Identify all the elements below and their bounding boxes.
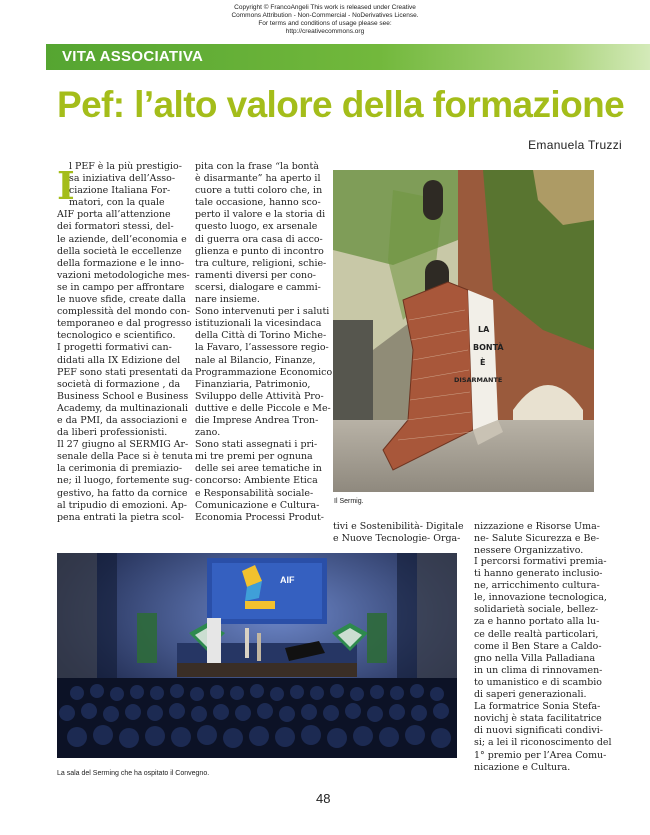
sermig-photo: [333, 170, 594, 492]
column-1-line: al tripudio di emozioni. Ap-: [57, 499, 187, 511]
column-1-line: Business School e Business: [57, 390, 189, 402]
column-2-line: Sviluppo delle Attività Pro-: [195, 390, 324, 402]
column-3-line: si; a lei il riconoscimento del: [474, 737, 612, 749]
license-link[interactable]: http://creativecommons.org: [285, 28, 365, 35]
hall-caption: La sala del Serming che ha ospitato il Convegno.: [57, 770, 210, 777]
column-1-line: complessità del mondo con-: [57, 306, 190, 318]
article-title: Pef: l’alto valore della formazione: [57, 84, 625, 125]
column-1-line: società di formazione , da: [57, 378, 181, 390]
text-run-org-3: nessere Organizzativo.: [474, 545, 584, 556]
text-column-2: [195, 161, 333, 524]
column-2-line: mi tre premi per ognuna: [195, 451, 313, 463]
column-1-line: le nuove sfide, create dalla: [57, 294, 186, 306]
column-1-line: didati alla IX Edizione del: [57, 354, 181, 366]
license-line-1: Copyright © FrancoAngeli This work is released under Creative: [234, 4, 416, 11]
column-1-line: AIF porta all’attenzione: [57, 209, 171, 221]
column-1-line: temporaneo e dal progresso: [57, 318, 192, 330]
drop-cap: I: [57, 163, 75, 208]
column-1-line: senale della Pace si è tenuta: [57, 451, 193, 463]
text-run-nuove: e Nuove Tecnologie- Orga-: [333, 533, 461, 544]
column-3-line: I percorsi formativi premia-: [474, 556, 607, 567]
section-header-bar: [46, 44, 650, 70]
column-2-line: ramenti diversi per cono-: [195, 269, 316, 281]
column-3-line: za e hanno portato alla lu-: [474, 616, 600, 628]
column-2-line: pita con la frase “la bontà: [195, 161, 319, 172]
column-1-line: pena entrati la pietra scol-: [57, 511, 184, 523]
column-1-line: da liberi professionisti.: [57, 427, 168, 439]
license-line-3: For terms and conditions of usage please see:: [258, 20, 392, 27]
column-2-line: nare insieme.: [195, 294, 260, 306]
column-3-line: nicazione e Cultura.: [474, 761, 571, 773]
column-2-line: cuore a tutti coloro che, in: [195, 185, 323, 197]
column-2-line: tale occasione, hanno sco-: [195, 197, 321, 209]
text-run-org-2: ne- Salute Sicurezza e Be-: [474, 533, 600, 544]
sermig-photo-illustration: [333, 170, 594, 492]
column-1-line: e da PMI, da associazioni e: [57, 414, 187, 426]
text-column-1: [57, 161, 193, 524]
column-1-line: ne; il luogo, fortemente sug-: [57, 475, 193, 487]
column-2-line: istituzionali la vicesindaca: [195, 318, 322, 330]
column-3-line: La formatrice Sonia Stefa-: [474, 701, 601, 713]
conference-hall-photo: [57, 553, 457, 758]
column-1-line: della formazione e le inno-: [57, 257, 185, 269]
sculpture-text-1: LA: [478, 325, 490, 334]
column-3-line: gno nella Villa Palladiana: [474, 652, 596, 664]
column-1-line: l PEF è la più prestigio-: [69, 161, 182, 172]
column-1-line: PEF sono stati presentati da: [57, 366, 193, 378]
column-1-line: ciazione Italiana For-: [69, 185, 171, 197]
column-2-line: Finanziaria, Patrimonio,: [195, 378, 311, 390]
sculpture-text-3: È: [480, 358, 486, 367]
column-1-line: Academy, da multinazionali: [57, 402, 189, 414]
article-author: Emanuela Truzzi: [528, 138, 622, 152]
sculpture-text-4: DISARMANTE: [454, 376, 503, 384]
column-2-line: questo luogo, ex arsenale: [195, 221, 318, 233]
license-line-2: Commons Attribution - Non-Commercial - NoDerivatives License.: [231, 12, 419, 19]
column-3-line: in un clima di rinnovamen-: [474, 664, 603, 676]
column-3-line: ce delle realtà particolari,: [474, 628, 599, 640]
column-3-line: novichj è stata facilitatrice: [474, 713, 602, 725]
column-2-line: nale al Bilancio, Finanze,: [195, 354, 316, 366]
column-2-line: perto il valore e la storia di: [195, 209, 326, 221]
column-3-line: le, innovazione tecnologica,: [474, 592, 607, 604]
sermig-caption: Il Sermig.: [334, 498, 364, 505]
text-run-tivi: tivi e Sostenibilità- Digitale: [333, 521, 464, 532]
column-2-line: di guerra ora casa di acco-: [195, 233, 323, 245]
text-run-org-1: nizzazione e Risorse Uma-: [474, 521, 600, 532]
column-2-line: Programmazione Economico: [195, 366, 333, 378]
license-notice: [205, 4, 445, 36]
conference-hall-illustration: [57, 553, 457, 758]
column-2-line: delle sei aree tematiche in: [195, 463, 322, 475]
column-3-line: to umanistico e di scambio: [474, 676, 602, 688]
column-2-line: è disarmante” ha aperto il: [195, 173, 321, 185]
column-1-line: dei formatori stessi, del-: [57, 221, 174, 233]
column-1-line: la cerimonia di premiazio-: [57, 463, 183, 475]
column-1-line: vazioni metodologiche mes-: [57, 269, 190, 281]
column-1-line: della società le eccellenze: [57, 245, 182, 257]
column-3-line: di saperi generazionali.: [474, 689, 587, 701]
column-1-line: le aziende, dell’economia e: [57, 233, 187, 245]
column-1-line: sa iniziativa dell’Asso-: [69, 173, 176, 185]
column-2-line: Comunicazione e Cultura-: [195, 499, 320, 511]
column-2-line: la Favaro, l’assessore regio-: [195, 342, 329, 354]
column-3-line: 1° premio per l’Area Comu-: [474, 749, 607, 761]
page-number: 48: [316, 791, 331, 806]
column-3-line: come il Ben Stare a Caldo-: [474, 640, 602, 652]
column-3-line: solidarietà sociale, bellez-: [474, 604, 599, 616]
column-2-line: e Responsabilità sociale-: [195, 487, 314, 499]
column-1-line: I progetti formativi can-: [57, 342, 172, 354]
column-1-line: tecnologico e scientifico.: [57, 330, 176, 342]
column-1-line: Il 27 giugno al SERMIG Ar-: [57, 439, 189, 451]
column-2-line: Sono intervenuti per i saluti: [195, 306, 330, 318]
column-1-line: matori, con la quale: [69, 197, 165, 209]
column-2-line: die Imprese Andrea Tron-: [195, 414, 319, 426]
column-2-line: della Città di Torino Miche-: [195, 330, 327, 342]
column-2-line: glienza e punto di incontro: [195, 245, 324, 257]
column-3-line: di nuovi significati condivi-: [474, 725, 603, 737]
column-2-line: Economia Processi Produt-: [195, 511, 324, 523]
column-2-line: tra culture, religioni, schie-: [195, 257, 327, 269]
column-2-line: duttive e delle Piccole e Me-: [195, 402, 331, 414]
column-1-line: gestivo, ha fatto da cornice: [57, 487, 188, 499]
column-2-line: Sono stati assegnati i pri-: [195, 439, 318, 451]
column-2-line: zano.: [195, 427, 221, 439]
column-2-line: scersi, dialogare e cammi-: [195, 281, 321, 293]
column-2-line: concorso: Ambiente Etica: [195, 475, 318, 487]
column-1-line: se in campo per affrontare: [57, 281, 185, 293]
column-3-line: ti hanno generato inclusio-: [474, 568, 603, 580]
text-column-3: [474, 556, 612, 774]
screen-logo: AIF: [280, 575, 295, 585]
section-label: VITA ASSOCIATIVA: [62, 48, 204, 65]
column-3-line: ne, arricchimento cultura-: [474, 580, 600, 592]
sculpture-text-2: BONTÀ: [473, 343, 504, 352]
